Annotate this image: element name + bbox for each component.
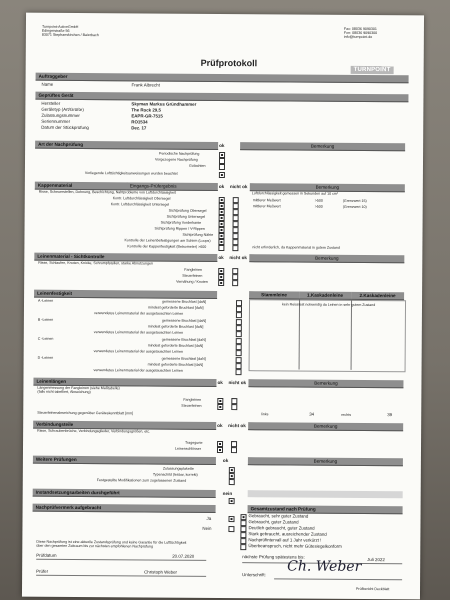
naechste-pruefung-label: nächste Prüfung spätestens bis: bbox=[242, 554, 305, 560]
kappen-nicht-ok-col: nicht ok bbox=[229, 184, 248, 190]
abweichung-label: Steuerleinenabweichung gegenüber Geräteskenntblatt [mm] bbox=[37, 410, 134, 416]
inspection-protocol-sheet bbox=[22, 13, 424, 600]
company-phone: Fon: 08036 9090300 bbox=[343, 30, 378, 36]
kappen-subheader: Eingangs-Prüfergebnis bbox=[127, 182, 218, 191]
instandsetzung-nein-checkbox[interactable] bbox=[229, 498, 235, 504]
kappen-item-8: Kontrolle der Kappenfestigkeit (Betsometer) >600 bbox=[127, 244, 207, 249]
leinen-nicht-ok-col: nicht ok bbox=[229, 255, 247, 261]
instandsetzung-header: Instandsetzungsarbeiten durchgeführt bbox=[33, 489, 216, 498]
nachpruefung-checkbox-2[interactable] bbox=[219, 164, 225, 170]
weitere-item-0: Zulassungsplakette bbox=[162, 466, 194, 471]
document-title: Prüfprotokoll bbox=[200, 57, 258, 69]
geraet-value-2: EAPR-GR-7515 bbox=[131, 113, 163, 119]
perm-row-1-value: >500 bbox=[314, 204, 323, 209]
vermerk-footnote-2: über den gesamten Zeitraum bis zur nächsten empfohlenen Nachprüfung bbox=[36, 543, 154, 549]
leinenlaengen-desc2: (falls nicht tabelliert, Abweichung) bbox=[37, 389, 91, 395]
links-value: 34 bbox=[309, 411, 315, 417]
verbindung-desc: Risse, Schraubenbrüche, Verbindungsglieder, Verbindungsgrößen, etc. bbox=[37, 428, 151, 434]
verbindung-ok-checkbox-1[interactable] bbox=[217, 447, 223, 453]
geraet-value-0: Skyman Markus Gründhammer bbox=[131, 101, 197, 107]
document-label: Prüfbericht Deckblatt bbox=[356, 586, 390, 592]
perm-row-1-label: mittlerer Meßwert bbox=[252, 204, 281, 209]
instandsetzung-nein-label: nein bbox=[222, 491, 233, 497]
leinenlaengen-ok-checkbox-1[interactable] bbox=[217, 404, 223, 410]
naechste-pruefung-value: Juli 2022 bbox=[367, 557, 385, 563]
kappen-item-6: Sichtprüfung Nähte bbox=[182, 232, 214, 237]
festigkeit-c-row-0: gemessene Bruchlast [daN] bbox=[161, 337, 206, 342]
vermerk-footnote-1: Diese Nachprüfung ist eine aktuelle Zustandsprüfung und keine Garantie für die Lufttüchtigkeit bbox=[36, 539, 187, 545]
nachpruefung-ok-col: ok bbox=[219, 142, 225, 149]
perm-row-1-limit: (Grenzwert 10) bbox=[342, 204, 367, 210]
gesamtzustand-item-3: Stark gebraucht, ausreichender Zustand bbox=[248, 531, 327, 537]
verbindung-item-0: Tragegurte bbox=[185, 440, 203, 445]
company-fax: Fax: 08036 9090301 bbox=[343, 26, 377, 32]
geraet-label-0: Hersteller bbox=[41, 100, 61, 106]
festigkeit-d-checkbox-2[interactable] bbox=[236, 369, 242, 375]
kappen-desc: Risse, Scheuerstellen, Dehnung, Beschichtung, Nahtprobleme von Luftdurchlässigkeit bbox=[38, 189, 176, 195]
kappen-item-5: Sichtprüfung Rippen / V-Rippen bbox=[154, 226, 205, 231]
nachpruefung-item-2: Gutachten bbox=[188, 163, 206, 168]
festigkeit-c-row-2: verwendetes Leinenmaterial der ausgetauschten Leinen bbox=[93, 349, 184, 354]
geraet-label-1: Geräletyp (Art/Größe) bbox=[41, 106, 84, 113]
leinen-header: Leinenmaterial - Sichtkontrolle bbox=[34, 253, 217, 262]
perm-row-0-limit: (Grenzwert 15) bbox=[342, 198, 367, 204]
leinen-nok-checkbox-2[interactable] bbox=[232, 280, 238, 286]
rechts-value: 39 bbox=[387, 412, 393, 418]
festigkeit-c-row-1: mindest geforderte Bruchlast [daN] bbox=[147, 343, 204, 348]
vermerk-ja-label: Ja bbox=[206, 515, 212, 521]
leinenlaengen-ok-col: ok bbox=[217, 379, 223, 386]
kappen-item-1: Kontr. Luftdurchlässigkeit Untersegel bbox=[110, 202, 170, 207]
leinenlaengen-item-1: Steuerleinen bbox=[181, 403, 202, 408]
leinen-item-1: Steuerleinen bbox=[182, 273, 203, 278]
weitere-checkbox-2[interactable] bbox=[229, 479, 235, 485]
pruefdatum-value: 20.07.2020 bbox=[172, 553, 195, 559]
festigkeit-a-row-0: gemessene Bruchlast [daN] bbox=[162, 299, 207, 304]
kappen-perm-header: Luftdurchlässigkeit gemessen in Sekunden auf 10 cm² bbox=[251, 191, 339, 196]
festigkeit-group-d: D -Leinen bbox=[37, 355, 54, 360]
weitere-item-2: Festgestellte Modifikationen zum zugelassenen Zustand bbox=[96, 478, 187, 483]
leinenlaengen-header: Leinenlängen bbox=[33, 378, 216, 387]
verbindung-bemerkung: Bemerkung bbox=[248, 422, 403, 431]
festigkeit-c-checkbox-2[interactable] bbox=[236, 350, 242, 356]
nachpruefung-bemerkung: Bemerkung bbox=[240, 142, 405, 151]
verbindung-header: Verbindungsteile bbox=[33, 421, 216, 430]
festigkeit-group-b: B -Leinen bbox=[37, 317, 54, 322]
geraet-label-3: Seriennummer bbox=[41, 118, 71, 124]
leinen-ok-col: ok bbox=[218, 254, 224, 261]
weitere-ok-col: ok bbox=[222, 458, 229, 464]
gesamtzustand-item-2: Deutlich gebraucht, guter Zustand bbox=[248, 525, 315, 531]
weitere-bemerkung: Bemerkung bbox=[248, 457, 403, 466]
festigkeit-a-row-1: mindest geforderte Bruchlast [daN] bbox=[147, 305, 204, 310]
links-label: links bbox=[261, 412, 269, 417]
perm-row-0-value: >500 bbox=[314, 198, 323, 203]
festigkeit-col-kaskade2: 2.Kaskadenleine bbox=[351, 292, 404, 300]
kappen-item-2: Sichtprüfung Obersegel bbox=[168, 208, 207, 213]
gesamtzustand-item-0: Gebraucht, sehr guter Zustand bbox=[248, 513, 309, 519]
kappen-bemerkung: Bemerkung bbox=[250, 183, 405, 192]
vermerk-nein-checkbox[interactable] bbox=[228, 526, 234, 532]
festigkeit-col-stammleine: Stammleine bbox=[249, 291, 299, 299]
kappen-item-7: Kontrolle der Leinenbefestigungen am Schirm (Loops) bbox=[124, 238, 211, 243]
auftraggeber-header: Auftraggeber bbox=[36, 73, 409, 84]
kappen-item-3: Sichtprüfung Untersegel bbox=[166, 214, 206, 219]
vermerk-ja-checkbox[interactable] bbox=[228, 516, 234, 522]
leinenlaengen-bemerkung: Bemerkung bbox=[248, 379, 403, 388]
leinenlaengen-item-0: Fangleinen bbox=[183, 397, 202, 402]
perm-row-0-label: mittlerer Meßwert bbox=[252, 198, 281, 203]
kappen-ok-col: ok bbox=[218, 183, 225, 190]
verbindung-ok-col: ok bbox=[217, 422, 223, 428]
unterschrift-label: Unterschrift: bbox=[242, 572, 266, 578]
festigkeit-note: kein Reisstest notwendig da Leinen in sehr gutem Zustand bbox=[281, 302, 376, 308]
festigkeit-a-row-2: verwendetes Leinenmaterial der ausgetauschten Leinen bbox=[93, 311, 184, 316]
festigkeit-d-row-0: gemessene Bruchlast [daN] bbox=[161, 356, 206, 361]
gesamtzustand-item-5: Überbeanspruch, nicht mehr Gütesiegelkonform bbox=[248, 543, 342, 549]
gesamtzustand-item-1: Gebraucht, guter Zustand bbox=[248, 519, 299, 525]
kappen-note: nicht erforderlich, da Kappenmaterial in gutem Zustand bbox=[252, 245, 340, 250]
festigkeit-b-row-2: verwendetes Leinenmaterial der ausgetauschten Leinen bbox=[93, 330, 184, 335]
festigkeit-value-grid bbox=[249, 299, 406, 372]
verbindung-nok-checkbox-1[interactable] bbox=[231, 447, 237, 453]
pruefer-label: Prüfer bbox=[36, 568, 49, 574]
leinen-item-2: Vernähung / Knoten bbox=[176, 279, 208, 284]
turnpoint-logo: TURNPOINT bbox=[351, 66, 394, 74]
weitere-item-1: Typenschild (lesbar, korrekt) bbox=[152, 472, 198, 477]
instandsetzung-remark-bar bbox=[248, 490, 403, 498]
company-city: 83071 Stephanskirchen / Baierbach bbox=[41, 32, 99, 38]
kappen-header: Kappenmaterial bbox=[35, 182, 130, 191]
rechts-label: rechts bbox=[341, 412, 352, 417]
kappen-ok-checkbox-8[interactable] bbox=[218, 245, 224, 251]
handwritten-signature: Ch. Weber bbox=[287, 558, 362, 575]
festigkeit-group-c: C -Leinen bbox=[37, 336, 54, 341]
pruefdatum-line bbox=[36, 559, 206, 561]
company-email: info@turnpoint.de bbox=[343, 34, 373, 40]
weitere-header: Weitere Prüfungen bbox=[33, 456, 216, 465]
nachpruefung-item-0: Periodische Nachprüfung bbox=[159, 151, 200, 156]
gesamtzustand-checkbox-5[interactable] bbox=[240, 544, 246, 550]
geraet-value-1: The Rock 29,5 bbox=[131, 107, 161, 113]
kappen-nok-checkbox-8[interactable] bbox=[232, 245, 238, 251]
nachpruefvermerk-header: Nachprüfvermerk aufgebracht bbox=[33, 504, 216, 513]
vermerk-nein-label: Nein bbox=[202, 525, 212, 531]
festigkeit-group-a: A -Leinen bbox=[38, 298, 54, 303]
geraet-value-3: RO1534 bbox=[131, 119, 148, 125]
geraet-label-2: Zulassungsnummer bbox=[41, 112, 80, 118]
festigkeit-col-kaskade1: 1.Kaskadenleine bbox=[299, 292, 351, 300]
pruefdatum-label: Prüfdatum bbox=[36, 552, 57, 558]
pruefer-line bbox=[36, 575, 206, 577]
festigkeit-header: Leinenfestigkeit bbox=[34, 290, 217, 299]
kappen-item-4: Sichtprüfung Vorderkante bbox=[160, 220, 202, 225]
leinen-ok-checkbox-2[interactable] bbox=[218, 280, 224, 286]
festigkeit-a-checkbox-2[interactable] bbox=[236, 312, 242, 318]
festigkeit-b-row-0: gemessene Bruchlast [daN] bbox=[161, 318, 207, 323]
nachpruefung-item-1: Vorgezogene Nachprüfung bbox=[155, 157, 198, 162]
nachpruefung-item-3: Vorliegende Lufttüchtigkeitsanweisungen wurden beachtet bbox=[84, 171, 178, 176]
company-street: Edingerstraße 56 bbox=[41, 28, 70, 33]
gesamtzustand-item-4: Nachprüfintervall auf 1 Jahr verkürzt ! bbox=[248, 537, 322, 543]
festigkeit-d-row-1: mindest geforderte Bruchlast [daN] bbox=[147, 362, 204, 367]
festigkeit-d-row-2: verwendetes Leinenmaterial der ausgetauschten Leinen bbox=[93, 368, 183, 373]
leinenlaengen-nok-checkbox-1[interactable] bbox=[231, 404, 237, 410]
kappen-item-0: Kontr. Luftdurchlässigkeit Obersegel bbox=[112, 196, 171, 201]
geraet-header: Geprüftes Gerät bbox=[35, 92, 408, 103]
name-label: Name bbox=[41, 81, 54, 87]
nachpruefung-checkbox-3[interactable] bbox=[219, 172, 225, 178]
company-name: Turnpoint-ActiveGmbH bbox=[41, 24, 79, 29]
verbindung-nicht-ok-col: nicht ok bbox=[228, 423, 246, 429]
leinenlaengen-desc: Längenmessung der Fangleinen (siehe Maßtabelle) bbox=[37, 385, 120, 391]
unterschrift-line bbox=[274, 578, 402, 580]
festigkeit-b-checkbox-2[interactable] bbox=[236, 331, 242, 337]
leinen-bemerkung: Bemerkung bbox=[249, 254, 404, 263]
verbindung-item-1: Leinenschlösser bbox=[174, 446, 202, 451]
festigkeit-b-row-1: mindest geforderte Bruchlast [daN] bbox=[147, 324, 204, 329]
geraet-label-4: Datum der Stückprüfung bbox=[41, 124, 89, 131]
leinen-desc: Risse, Schlaufen, Knoten, Knicke, Schrumpfstellen, starke Abnutzungen bbox=[38, 260, 153, 266]
leinenlaengen-nicht-ok-col: nicht ok bbox=[228, 380, 247, 386]
pruefer-value: Christoph Weber bbox=[144, 569, 178, 575]
name-value: Frank Albrecht bbox=[131, 82, 160, 88]
leinen-item-0: Fangleinen bbox=[184, 267, 203, 272]
geraet-value-4: Dez. 17 bbox=[131, 125, 147, 131]
nachpruefung-header: Art der Nachprüfung bbox=[35, 141, 218, 150]
gesamtzustand-header: Gesamtzustand nach Prüfung bbox=[248, 505, 403, 514]
